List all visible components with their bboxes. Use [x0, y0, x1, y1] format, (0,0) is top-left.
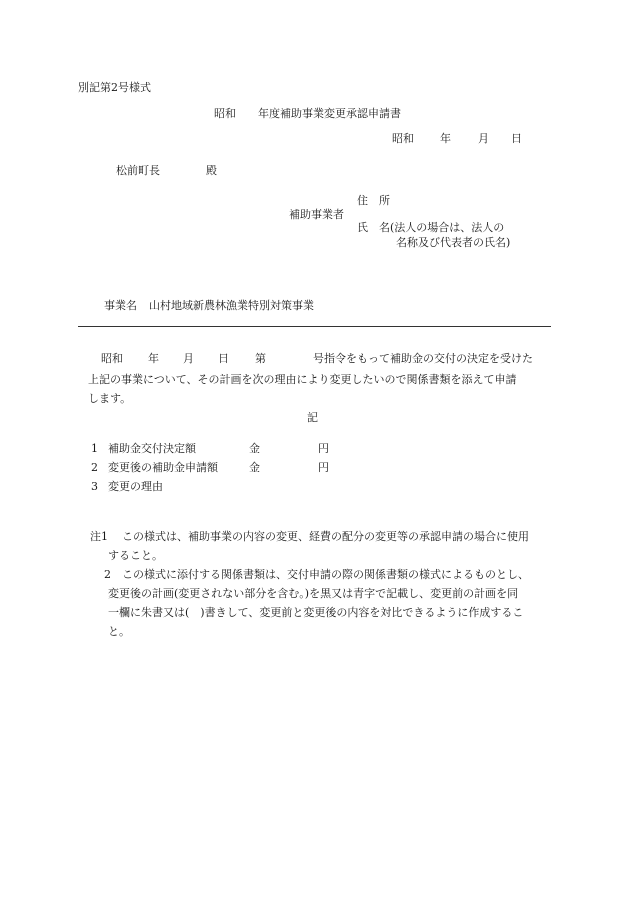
note-1-line2: すること。 — [108, 549, 163, 562]
body-line3: します。 — [88, 392, 132, 405]
note-2-line2: 変更後の計画(変更されない部分を含む。)を黒又は青字で記載し、変更前の計画を同 — [108, 587, 519, 600]
item-3-number: 3 — [91, 480, 98, 493]
note-1-marker: 注1 — [90, 530, 108, 543]
item-1-prefix: 金 — [249, 442, 260, 455]
note-2-marker: 2 — [104, 568, 111, 581]
item-3-label: 変更の理由 — [108, 480, 163, 493]
body-no-prefix: 第 — [255, 352, 266, 365]
item-1-unit: 円 — [318, 442, 329, 455]
item-2-prefix: 金 — [249, 461, 260, 474]
body-year: 年 — [148, 352, 159, 365]
body-line2: 上記の事業について、その計画を次の理由により変更したいので関係書類を添えて申請 — [88, 373, 517, 386]
note-2-line1: この様式に添付する関係書類は、交付申請の際の関係書類の様式によるものとし、 — [122, 568, 529, 581]
item-2-unit: 円 — [318, 461, 329, 474]
project-name: 山村地域新農林漁業特別対策事業 — [149, 299, 314, 312]
item-2-label: 変更後の補助金申請額 — [108, 461, 218, 474]
body-era: 昭和 — [101, 352, 123, 365]
item-1-label: 補助金交付決定額 — [108, 442, 196, 455]
note-1-line1: この様式は、補助事業の内容の変更、経費の配分の変更等の承認申請の場合に使用 — [122, 530, 529, 543]
item-2-number: 2 — [91, 461, 98, 474]
title-era: 昭和 — [214, 107, 236, 120]
name-label-cont: 名称及び代表者の氏名) — [396, 236, 511, 249]
date-month: 月 — [478, 132, 489, 145]
form-number: 別記第2号様式 — [78, 81, 151, 94]
name-label: 氏 名(法人の場合は、法人の — [357, 221, 505, 234]
note-2-line4: と。 — [108, 625, 130, 638]
date-year: 年 — [440, 132, 451, 145]
ki-label: 記 — [307, 411, 318, 424]
project-label: 事業名 — [104, 299, 137, 312]
applicant-label: 補助事業者 — [289, 208, 344, 221]
body-day: 日 — [218, 352, 229, 365]
item-1-number: 1 — [91, 442, 98, 455]
body-line1-rest: 号指令をもって補助金の交付の決定を受けた — [313, 352, 533, 365]
note-2-line3: 一欄に朱書又は( )書きして、変更前と変更後の内容を対比できるように作成するこ — [108, 606, 524, 619]
body-month: 月 — [183, 352, 194, 365]
addressee-name: 松前町長 — [116, 164, 160, 177]
divider-line — [78, 326, 551, 327]
date-day: 日 — [511, 132, 522, 145]
document-title: 年度補助事業変更承認申請書 — [258, 107, 401, 120]
date-era: 昭和 — [392, 132, 414, 145]
address-label: 住 所 — [357, 194, 390, 207]
addressee-honorific: 殿 — [206, 164, 217, 177]
